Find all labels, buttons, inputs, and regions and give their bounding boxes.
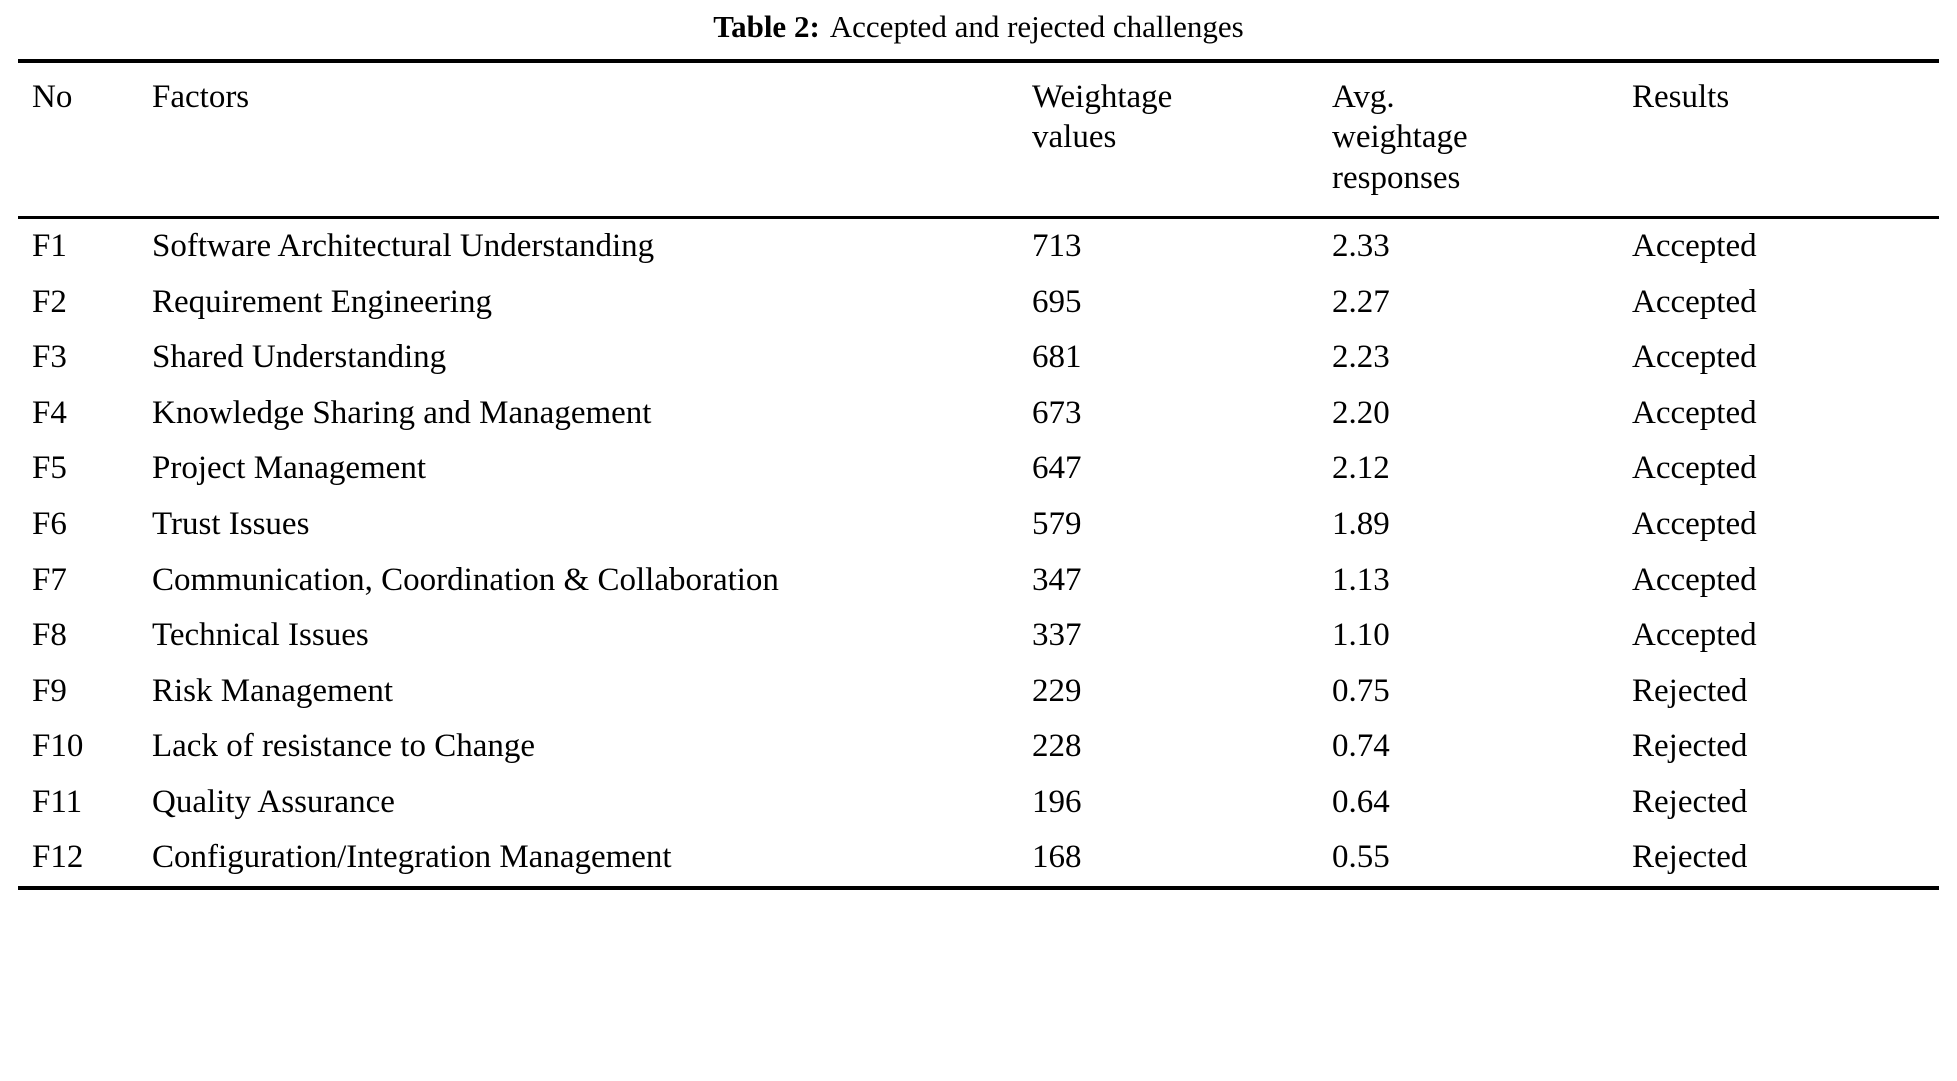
cell-weightage: 647 xyxy=(1032,450,1082,487)
cell-no: F11 xyxy=(32,783,83,820)
cell-result: Rejected xyxy=(1632,672,1748,709)
cell-factor: Lack of resistance to Change xyxy=(152,728,536,765)
table-row xyxy=(18,330,1939,386)
cell-no: F9 xyxy=(32,672,67,709)
column-header-avg-weightage xyxy=(1332,61,1632,217)
cell-weightage: 168 xyxy=(1032,830,1332,888)
cell-weightage: 196 xyxy=(1032,783,1082,820)
cell-factor: Risk Management xyxy=(152,672,394,709)
cell-weightage: 579 xyxy=(1032,505,1082,542)
table-row xyxy=(18,553,1939,609)
column-header-factors xyxy=(152,61,1032,217)
column-header-no-label: No xyxy=(32,79,73,116)
column-header-no xyxy=(18,61,152,217)
column-header-avg-weightage-label: Avg. weightage responses xyxy=(1332,79,1468,196)
cell-factor: Software Architectural Understanding xyxy=(152,217,1032,274)
cell-avg: 1.89 xyxy=(1332,505,1390,542)
cell-result: Accepted xyxy=(1632,617,1757,654)
cell-no: F2 xyxy=(32,283,67,320)
cell-weightage: 228 xyxy=(1032,728,1082,765)
table-header xyxy=(18,61,1939,217)
table-row xyxy=(18,608,1939,664)
cell-factor: Configuration/Integration Management xyxy=(152,830,1032,888)
table-caption xyxy=(18,0,1939,59)
column-header-results-label: Results xyxy=(1632,79,1730,116)
column-header-factors-label: Factors xyxy=(152,79,250,116)
cell-factor: Project Management xyxy=(152,450,426,487)
cell-avg: 2.20 xyxy=(1332,394,1390,431)
cell-result: Rejected xyxy=(1632,830,1939,888)
cell-no: F5 xyxy=(32,450,67,487)
cell-avg: 0.75 xyxy=(1332,672,1390,709)
cell-avg: 2.23 xyxy=(1332,339,1390,376)
table-row xyxy=(18,719,1939,775)
table-row xyxy=(18,217,1939,274)
cell-result: Accepted xyxy=(1632,217,1939,274)
cell-avg: 2.33 xyxy=(1332,217,1632,274)
cell-avg: 1.13 xyxy=(1332,561,1390,598)
cell-weightage: 229 xyxy=(1032,672,1082,709)
cell-factor: Technical Issues xyxy=(152,617,369,654)
table-row xyxy=(18,441,1939,497)
table-row xyxy=(18,275,1939,331)
table-row xyxy=(18,664,1939,720)
cell-weightage: 347 xyxy=(1032,561,1082,598)
cell-result: Rejected xyxy=(1632,783,1748,820)
cell-weightage: 681 xyxy=(1032,339,1082,376)
cell-no: F3 xyxy=(32,339,67,376)
cell-no: F6 xyxy=(32,505,67,542)
cell-result: Accepted xyxy=(1632,450,1757,487)
table-row xyxy=(18,830,1939,888)
challenges-table xyxy=(18,59,1939,890)
table-row xyxy=(18,386,1939,442)
cell-no: F1 xyxy=(18,217,152,274)
cell-avg: 0.55 xyxy=(1332,830,1632,888)
cell-weightage: 695 xyxy=(1032,283,1082,320)
cell-factor: Communication, Coordination & Collaboration xyxy=(152,561,779,598)
table-header-row xyxy=(18,61,1939,217)
cell-result: Accepted xyxy=(1632,283,1757,320)
cell-factor: Knowledge Sharing and Management xyxy=(152,394,652,431)
cell-avg: 2.27 xyxy=(1332,283,1390,320)
cell-result: Rejected xyxy=(1632,728,1748,765)
table-caption-text: Accepted and rejected challenges xyxy=(829,9,1244,44)
column-header-results xyxy=(1632,61,1939,217)
table-row xyxy=(18,497,1939,553)
cell-result: Accepted xyxy=(1632,561,1757,598)
cell-factor: Requirement Engineering xyxy=(152,283,492,320)
cell-result: Accepted xyxy=(1632,339,1757,376)
cell-no: F7 xyxy=(32,561,67,598)
cell-result: Accepted xyxy=(1632,505,1757,542)
cell-avg: 2.12 xyxy=(1332,450,1390,487)
table-row xyxy=(18,775,1939,831)
cell-result: Accepted xyxy=(1632,394,1757,431)
cell-no: F4 xyxy=(32,394,67,431)
table-caption-label: Table 2: xyxy=(713,9,820,44)
cell-avg: 0.74 xyxy=(1332,728,1390,765)
column-header-weightage xyxy=(1032,61,1332,217)
cell-no: F8 xyxy=(32,617,67,654)
cell-weightage: 673 xyxy=(1032,394,1082,431)
table-body xyxy=(18,217,1939,888)
cell-avg: 1.10 xyxy=(1332,617,1390,654)
cell-no: F10 xyxy=(32,728,84,765)
cell-avg: 0.64 xyxy=(1332,783,1390,820)
cell-no: F12 xyxy=(18,830,152,888)
cell-factor: Shared Understanding xyxy=(152,339,447,376)
cell-factor: Quality Assurance xyxy=(152,783,395,820)
cell-factor: Trust Issues xyxy=(152,505,310,542)
cell-weightage: 713 xyxy=(1032,217,1332,274)
cell-weightage: 337 xyxy=(1032,617,1082,654)
column-header-weightage-label: Weightage values xyxy=(1032,79,1173,156)
